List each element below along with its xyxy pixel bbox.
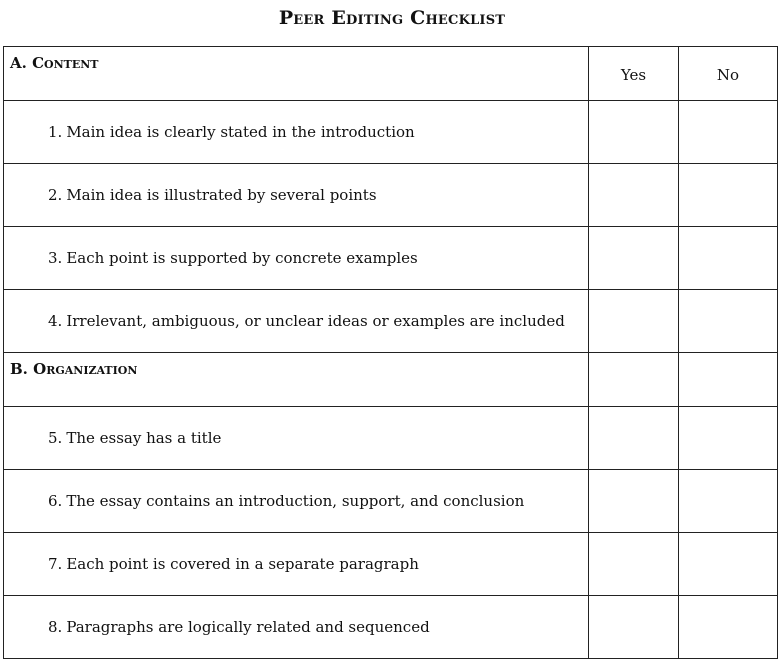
yes-checkbox-cell[interactable] [589, 596, 679, 659]
checklist-item [4, 596, 589, 659]
item-text: Paragraphs are logically related and sequenced [66, 618, 430, 636]
column-header-no: No [679, 47, 778, 101]
section-blank-cell [589, 353, 679, 407]
no-checkbox-cell[interactable] [679, 470, 778, 533]
checklist-item [4, 290, 589, 353]
checklist-item [4, 470, 589, 533]
item-text: Irrelevant, ambiguous, or unclear ideas or examples are included [66, 312, 565, 330]
item-number: 1. [48, 123, 63, 141]
item-text: Main idea is clearly stated in the introduction [66, 123, 415, 141]
item-text: The essay has a title [66, 429, 222, 447]
item-number: 4. [48, 312, 63, 330]
yes-checkbox-cell[interactable] [589, 101, 679, 164]
no-checkbox-cell[interactable] [679, 101, 778, 164]
checklist-item [4, 101, 589, 164]
yes-checkbox-cell[interactable] [589, 227, 679, 290]
yes-checkbox-cell[interactable] [589, 164, 679, 227]
item-text: Each point is covered in a separate paragraph [66, 555, 419, 573]
item-number: 6. [48, 492, 63, 510]
checklist-row [4, 227, 778, 290]
checklist-row [4, 470, 778, 533]
yes-checkbox-cell[interactable] [589, 290, 679, 353]
section-header-organization [4, 353, 778, 407]
section-label-content: A. Content [4, 47, 589, 101]
checklist-table [3, 46, 778, 659]
column-header-yes: Yes [589, 47, 679, 101]
section-header-content [4, 47, 778, 101]
checklist-item [4, 164, 589, 227]
yes-checkbox-cell[interactable] [589, 407, 679, 470]
no-checkbox-cell[interactable] [679, 596, 778, 659]
yes-checkbox-cell[interactable] [589, 533, 679, 596]
item-text: Main idea is illustrated by several points [66, 186, 377, 204]
no-checkbox-cell[interactable] [679, 533, 778, 596]
section-blank-cell [679, 353, 778, 407]
page-title: Peer Editing Checklist [278, 7, 506, 29]
checklist-row [4, 407, 778, 470]
checklist-row [4, 596, 778, 659]
item-text: The essay contains an introduction, support, and conclusion [66, 492, 525, 510]
checklist-row [4, 164, 778, 227]
checklist-row [4, 101, 778, 164]
no-checkbox-cell[interactable] [679, 227, 778, 290]
item-number: 5. [48, 429, 63, 447]
checklist-item [4, 407, 589, 470]
no-checkbox-cell[interactable] [679, 407, 778, 470]
item-number: 7. [48, 555, 63, 573]
section-label-organization: B. Organization [4, 353, 589, 407]
no-checkbox-cell[interactable] [679, 290, 778, 353]
item-number: 8. [48, 618, 63, 636]
no-checkbox-cell[interactable] [679, 164, 778, 227]
item-number: 2. [48, 186, 63, 204]
checklist-row [4, 290, 778, 353]
item-text: Each point is supported by concrete examples [66, 249, 418, 267]
item-number: 3. [48, 249, 63, 267]
yes-checkbox-cell[interactable] [589, 470, 679, 533]
checklist-item [4, 227, 589, 290]
checklist-item [4, 533, 589, 596]
checklist-row [4, 533, 778, 596]
